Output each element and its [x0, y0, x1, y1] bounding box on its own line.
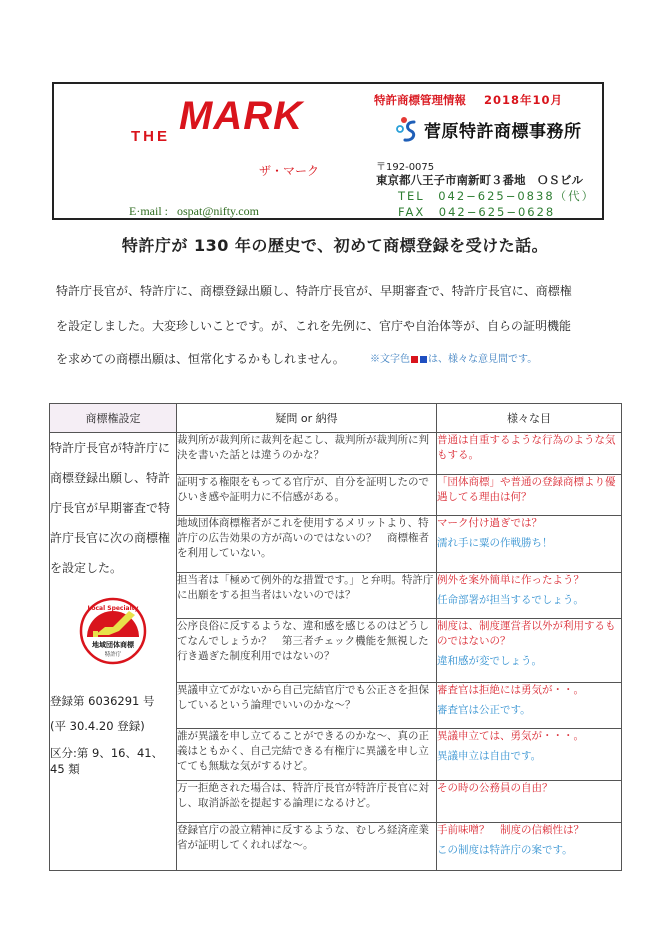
newsletter-date: 2018年10月 [484, 93, 564, 107]
setting-line: 庁長官が早期審査で特 [50, 501, 171, 515]
setting-line: 許庁長官に次の商標権 [50, 531, 171, 545]
red-opinion: その時の公務員の自由？ [437, 782, 553, 794]
trademark-setting-cell [50, 433, 177, 871]
red-opinion: 審査官は拒絶には勇気が・・。 [437, 684, 584, 696]
question-cell: 担当者は「極めて例外的な措置です。」と弁明。特許庁に出願をする担当者はいないのでは？ [177, 573, 437, 619]
color-legend-note [370, 350, 537, 365]
svg-text:特許庁: 特許庁 [104, 652, 122, 658]
phone-number: TEL 042−625−0838（代） [398, 189, 596, 203]
address: 東京都八王子市南新町３番地 ＯＳビル [376, 173, 583, 187]
opinion-cell [437, 729, 622, 781]
office-branding [396, 116, 582, 142]
note-prefix: ※文字色 [370, 354, 410, 365]
office-logo-icon [396, 116, 418, 142]
opinion-cell [437, 516, 622, 573]
opinion-cell [437, 433, 622, 475]
question-cell: 証明する権限をもってる官庁が、自分を証明したのでひいき感や証明力に不信感がある。 [177, 475, 437, 516]
blue-opinion: 任命部署が担当するでしょう。 [437, 594, 584, 606]
opinion-cell [437, 683, 622, 729]
table-header-row [50, 404, 622, 433]
email-line [129, 204, 259, 219]
setting-line: 商標登録出願し、特許 [50, 471, 171, 485]
question-cell: 公序良俗に反するような、違和感を感じるのはどうしてなんでしょうか？ 第三者チェック機能を無視した行き過ぎた制度利用ではないの？ [177, 619, 437, 683]
blue-opinion: 違和感が変でしょう。 [437, 655, 542, 667]
registration-info [50, 689, 176, 777]
article-title: 特許庁が 130 年の歴史で、初めて商標登録を受けた話。 [121, 236, 549, 255]
trademark-table [49, 403, 622, 871]
newsletter-info [374, 92, 563, 108]
registration-number: 登録第 6036291 号 [50, 694, 155, 708]
newsletter-header [52, 82, 604, 220]
local-specialty-emblem-icon [79, 597, 147, 665]
svg-text:Local Specialty: Local Specialty [87, 605, 139, 612]
header-question: 疑問 or 納得 [177, 404, 437, 433]
email-label: E·mail : [129, 204, 168, 218]
opinion-cell [437, 573, 622, 619]
header-trademark-setting: 商標権設定 [50, 404, 177, 433]
blue-opinion: 異議申立は自由です。 [437, 750, 542, 762]
intro-line-2: を設定しました。大変珍しいことです。が、これを先例に、官庁や自治体等が、自らの証明機能 [56, 319, 572, 333]
opinion-cell [437, 475, 622, 516]
red-opinion: 「団体商標」や普通の登録商標より優遇してる理由は何？ [437, 476, 616, 503]
blue-opinion: この制度は特許庁の案です。 [437, 844, 573, 856]
question-cell: 登録官庁の設立精神に反するような、むしろ経済産業省が証明してくれればな〜。 [177, 823, 437, 871]
setting-line: 特許庁長官が特許庁に [50, 441, 171, 455]
newsletter-label: 特許商標管理情報 [374, 93, 466, 107]
question-cell: 誰が異議を申し立てることができるのかな〜、真の正義はともかく、自己完結できる有権庁に異議を申し立てても無駄な気がするけど。 [177, 729, 437, 781]
fax-number: FAX 042−625−0628 [398, 205, 556, 219]
blue-opinion: 審査官は公正です。 [437, 704, 531, 716]
intro-line-3: を求めての商標出願は、恒常化するかもしれません。 [56, 352, 345, 366]
blue-swatch-icon [420, 356, 427, 363]
mark-title: MARK [179, 94, 303, 138]
red-opinion: 普通は自重するような行為のような気もする。 [437, 434, 616, 461]
question-cell: 裁判所が裁判所に裁判を起こし、裁判所が裁判所に判決を書いた話とは違うのかな？ [177, 433, 437, 475]
question-cell: 地域団体商標権者がこれを使用するメリットより、特許庁の広告効果の方が高いのではないの？ 商標権者を利用していない。 [177, 516, 437, 573]
table-row [50, 433, 622, 475]
setting-line: を設定した。 [50, 561, 123, 575]
red-opinion: 異議申立ては、勇気が・・・。 [437, 730, 584, 742]
intro-line-1: 特許庁長官が、特許庁に、商標登録出願し、特許庁長官が、早期審査で、特許庁長官に、商標権 [56, 284, 572, 298]
red-swatch-icon [411, 356, 418, 363]
registration-date: (平 30.4.20 登録) [50, 719, 145, 733]
question-cell: 異議申立てがないから自己完結官庁でも公正さを担保しているという論理でいいのかな〜？ [177, 683, 437, 729]
note-suffix: は、様々な意見間です。 [428, 354, 538, 365]
postal-code: 〒192-0075 [376, 162, 435, 173]
header-perspectives: 様々な目 [437, 404, 622, 433]
red-opinion: マーク付け過ぎでは？ [437, 517, 542, 529]
registration-classes: 区分:第 9、16、41、45 類 [50, 746, 164, 776]
red-opinion: 例外を案外簡単に作ったよう？ [437, 574, 584, 586]
the-label: THE [131, 128, 170, 145]
opinion-cell [437, 781, 622, 823]
red-opinion: 手前味噌？ 制度の信頼性は？ [437, 824, 584, 836]
setting-description [50, 433, 176, 583]
blue-opinion: 濡れ手に粟の作戦勝ち！ [437, 537, 553, 549]
opinion-cell [437, 823, 622, 871]
question-cell: 万一拒絶された場合は、特許庁長官が特許庁長官に対し、取消訴訟を提起する論理になるけど。 [177, 781, 437, 823]
opinion-cell [437, 619, 622, 683]
office-name: 菅原特許商標事務所 [424, 121, 582, 142]
red-opinion: 制度は、制度運営者以外が利用するものではないの？ [437, 620, 616, 647]
svg-text:地域団体商標: 地域団体商標 [92, 641, 134, 649]
mark-katakana: ザ・マーク [259, 164, 320, 178]
email-link[interactable]: ospat@nifty.com [177, 204, 259, 218]
